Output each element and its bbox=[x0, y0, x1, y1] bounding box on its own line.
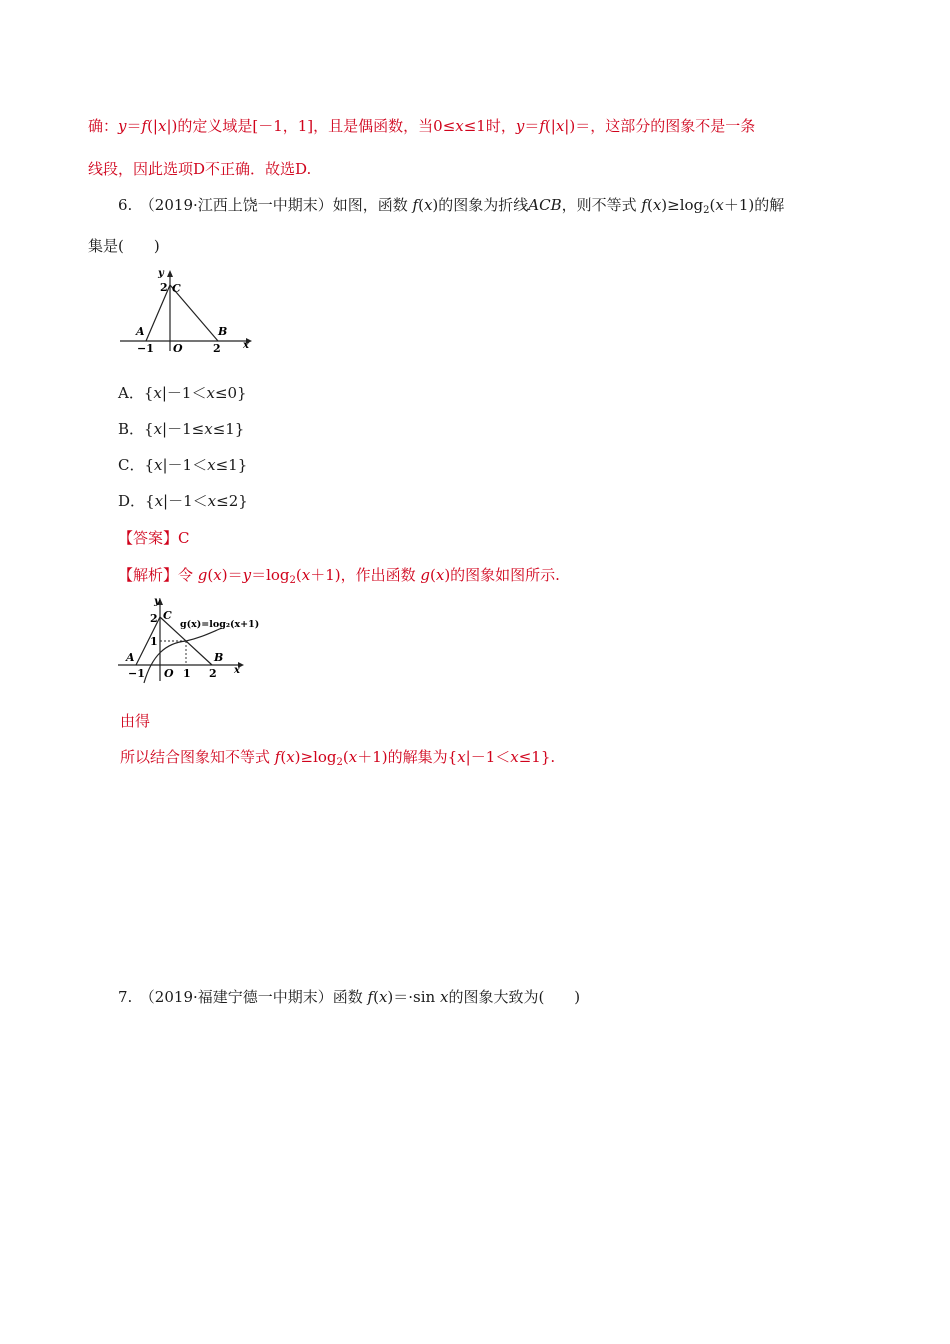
fig1-point-a: A bbox=[136, 325, 145, 338]
q6-option-b[interactable]: B．{x|－1≤x≤1} bbox=[118, 420, 245, 438]
q6-stem: 6. （2019·江西上饶一中期末）如图，函数 f(x)的图象为折线ACB，则不等式 $f(x)\ge\log_2(x+1)$的解 bbox=[118, 196, 785, 216]
fig2-label-1-y: 1 bbox=[150, 635, 158, 648]
fig2-label-1-x: 1 bbox=[183, 667, 191, 680]
fig1-origin: O bbox=[173, 342, 183, 355]
q6-figure-with-log-curve bbox=[118, 595, 263, 685]
q6-option-c[interactable]: C．{x|－1＜x≤1} bbox=[118, 456, 248, 474]
q6-stem-continued: 集是( ) bbox=[88, 237, 160, 255]
fig2-origin: O bbox=[164, 667, 174, 680]
q6-answer: 【答案】C bbox=[118, 529, 190, 547]
fig2-x-label: x bbox=[234, 665, 240, 676]
fig1-label-2-y: 2 bbox=[160, 281, 168, 294]
q6-conclusion: 所以结合图象知不等式 $f(x)\ge\log_2(x+1)$的解集为{x|－1＜x≤1}. bbox=[120, 748, 556, 768]
fig2-curve-label: g(x)=log₂(x+1) bbox=[180, 619, 260, 630]
fig1-label-neg1: −1 bbox=[137, 342, 154, 355]
q6-analysis: 【解析】令 $g(x)=y=\log_2(x+1)$，作出函数 g(x)的图象如图所示. bbox=[118, 566, 560, 586]
fig2-label-neg1: −1 bbox=[128, 667, 145, 680]
fig1-x-label: x bbox=[243, 340, 249, 351]
polyline-acb bbox=[146, 285, 218, 341]
q6-option-a[interactable]: A．{x|－1＜x≤0} bbox=[118, 384, 247, 402]
fig2-point-a: A bbox=[126, 651, 135, 664]
fig1-point-c: C bbox=[172, 282, 181, 295]
q6-figure-polyline bbox=[120, 265, 255, 355]
fig2-label-2-y: 2 bbox=[150, 612, 158, 625]
fig2-label-2-x: 2 bbox=[209, 667, 217, 680]
q7-stem: 7. （2019·福建宁德一中期末）函数 f(x)＝·sin x的图象大致为( ) bbox=[118, 988, 581, 1006]
prev-solution-line-1: 确：y＝f(|x|)的定义域是[－1，1]，且是偶函数，当0≤x≤1时，y＝f(|x|)＝，这部分的图象不是一条 bbox=[88, 117, 756, 135]
q6-youde: 由得 bbox=[120, 712, 151, 730]
fig1-label-2-x: 2 bbox=[213, 342, 221, 355]
fig2-point-c: C bbox=[163, 609, 172, 622]
y-axis-arrow bbox=[167, 270, 173, 277]
fig1-y-label: y bbox=[158, 268, 164, 279]
q6-option-d[interactable]: D．{x|－1＜x≤2} bbox=[118, 492, 248, 510]
fig1-point-b: B bbox=[218, 325, 228, 338]
fig2-point-b: B bbox=[214, 651, 224, 664]
prev-solution-line-2: 线段，因此选项D不正确．故选D. bbox=[88, 160, 312, 178]
fig2-y-label: y bbox=[154, 596, 160, 607]
